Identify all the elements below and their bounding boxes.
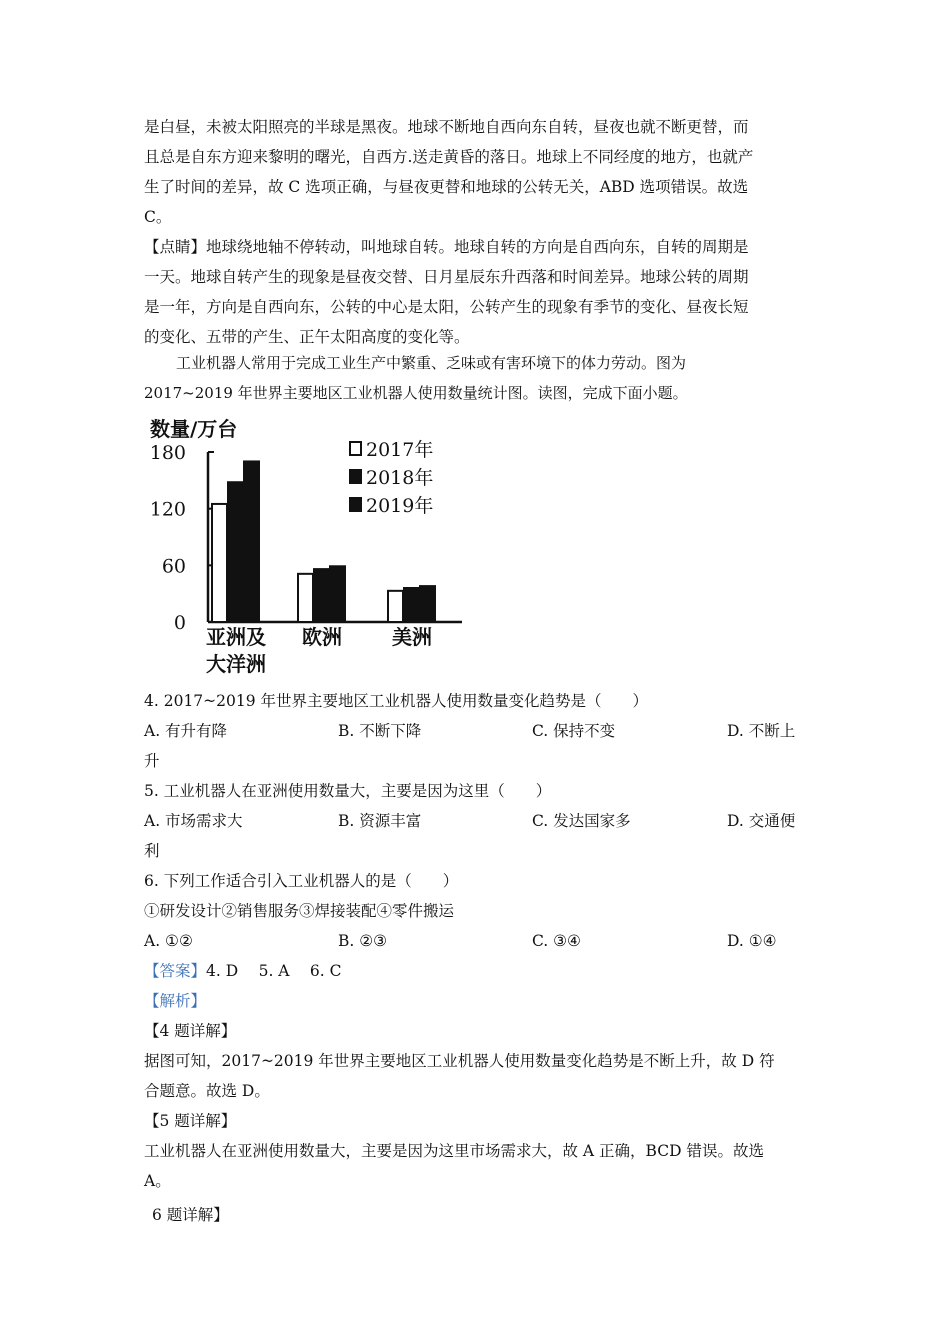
- answer-text: 4. D 5. A 6. C: [206, 962, 342, 980]
- dianjing-paragraph: [144, 232, 806, 352]
- option-c[interactable]: C. 发达国家多: [532, 812, 631, 830]
- text-line: C。: [144, 208, 172, 226]
- text-line: 是一年，方向是自西向东，公转的中心是太阳，公转产生的现象有季节的变化、昼夜长短: [144, 298, 749, 316]
- legend-swatch: [350, 498, 361, 511]
- option-d[interactable]: D. 交通便: [727, 812, 796, 830]
- legend-label: 2018年: [366, 467, 434, 489]
- bar-3-2: [330, 566, 345, 622]
- robot-usage-bar-chart: [144, 412, 474, 684]
- analysis-label: 【解析】: [144, 992, 207, 1010]
- y-axis-label: 数量/万台: [150, 417, 238, 441]
- detail-6-title: 6 题详解】: [152, 1206, 229, 1224]
- answer-line: [144, 956, 806, 986]
- bar-3-1: [244, 461, 259, 622]
- answer-label: 【答案】: [144, 962, 207, 980]
- text-line: 且总是自东方迎来黎明的曙光，自西方.送走黄昏的落日。地球上不同经度的地方，也就产: [144, 148, 754, 166]
- text-line: 生了时间的差异，故 C 选项正确，与昼夜更替和地球的公转无关，ABD 选项错误。故选: [144, 178, 749, 196]
- option-c[interactable]: C. 保持不变: [532, 722, 616, 740]
- text-line: 是白昼，未被太阳照亮的半球是黑夜。地球不断地自西向东自转，昼夜也就不断更替，而: [144, 118, 749, 136]
- intro-line: 工业机器人常用于完成工业生产中繁重、乏味或有害环境下的体力劳动。图为: [176, 354, 687, 372]
- x-tick-label: 亚洲及: [206, 625, 266, 649]
- text-line: 工业机器人在亚洲使用数量大，主要是因为这里市场需求大，故 A 正确，BCD 错误。故选: [144, 1142, 764, 1160]
- option-d[interactable]: D. ①④: [727, 932, 777, 950]
- option-b[interactable]: B. ②③: [338, 932, 388, 950]
- y-tick-label: 0: [173, 612, 186, 634]
- detail-5-title: 【5 题详解】: [144, 1112, 237, 1130]
- option-a[interactable]: A. 有升有降: [144, 722, 228, 740]
- legend-label: 2017年: [366, 439, 434, 461]
- legend-swatch: [350, 442, 361, 455]
- text-line: 的变化、五带的产生、正午太阳高度的变化等。: [144, 328, 470, 346]
- text-line: 一天。地球自转产生的现象是昼夜交替、日月星辰东升西落和时间差异。地球公转的周期: [144, 268, 749, 286]
- bar-1-1: [212, 504, 227, 622]
- x-tick-label: 美洲: [392, 625, 432, 649]
- text-line: 据图可知，2017~2019 年世界主要地区工业机器人使用数量变化趋势是不断上升，故 D 符: [144, 1052, 775, 1070]
- intro-line: 2017~2019 年世界主要地区工业机器人使用数量统计图。读图，完成下面小题。: [144, 384, 688, 402]
- question-5-options: [144, 806, 806, 836]
- y-tick-label: 120: [149, 498, 186, 521]
- question-6-items: ①研发设计②销售服务③焊接装配④零件搬运: [144, 902, 455, 920]
- detail-4-title: 【4 题详解】: [144, 1022, 237, 1040]
- question-6-options: [144, 926, 806, 956]
- option-c[interactable]: C. ③④: [532, 932, 581, 950]
- bar-1-3: [388, 591, 403, 622]
- detail-5-body: [144, 1136, 806, 1196]
- legend-swatch: [350, 470, 361, 483]
- y-tick-label: 180: [149, 442, 186, 464]
- option-a[interactable]: A. 市场需求大: [144, 812, 243, 830]
- bar-2-2: [314, 569, 329, 622]
- question-4-stem: 4. 2017~2019 年世界主要地区工业机器人使用数量变化趋势是（ ）: [144, 692, 649, 710]
- question-intro: [144, 348, 806, 408]
- text-line: A。: [144, 1172, 171, 1190]
- option-b[interactable]: B. 资源丰富: [338, 812, 422, 830]
- bar-2-3: [404, 588, 419, 622]
- option-d-wrap: 利: [144, 842, 160, 860]
- option-d[interactable]: D. 不断上: [727, 722, 796, 740]
- previous-explanation: [144, 112, 806, 232]
- bar-1-2: [298, 574, 313, 622]
- option-b[interactable]: B. 不断下降: [338, 722, 422, 740]
- text-line: 【点睛】地球绕地轴不停转动，叫地球自转。地球自转的方向是自西向东，自转的周期是: [144, 238, 749, 256]
- option-a[interactable]: A. ①②: [144, 932, 193, 950]
- question-6-stem: 6. 下列工作适合引入工业机器人的是（ ）: [144, 872, 459, 890]
- question-4-options: [144, 716, 806, 746]
- x-tick-label: 大洋洲: [206, 652, 266, 676]
- detail-4-body: [144, 1046, 806, 1106]
- question-5-stem: 5. 工业机器人在亚洲使用数量大，主要是因为这里（ ）: [144, 782, 552, 800]
- bar-3-3: [420, 586, 435, 622]
- bar-2-1: [228, 482, 243, 622]
- option-d-wrap: 升: [144, 752, 160, 770]
- y-tick-label: 60: [161, 555, 186, 578]
- legend-label: 2019年: [366, 495, 434, 517]
- x-tick-label: 欧洲: [302, 625, 342, 649]
- text-line: 合题意。故选 D。: [144, 1082, 270, 1100]
